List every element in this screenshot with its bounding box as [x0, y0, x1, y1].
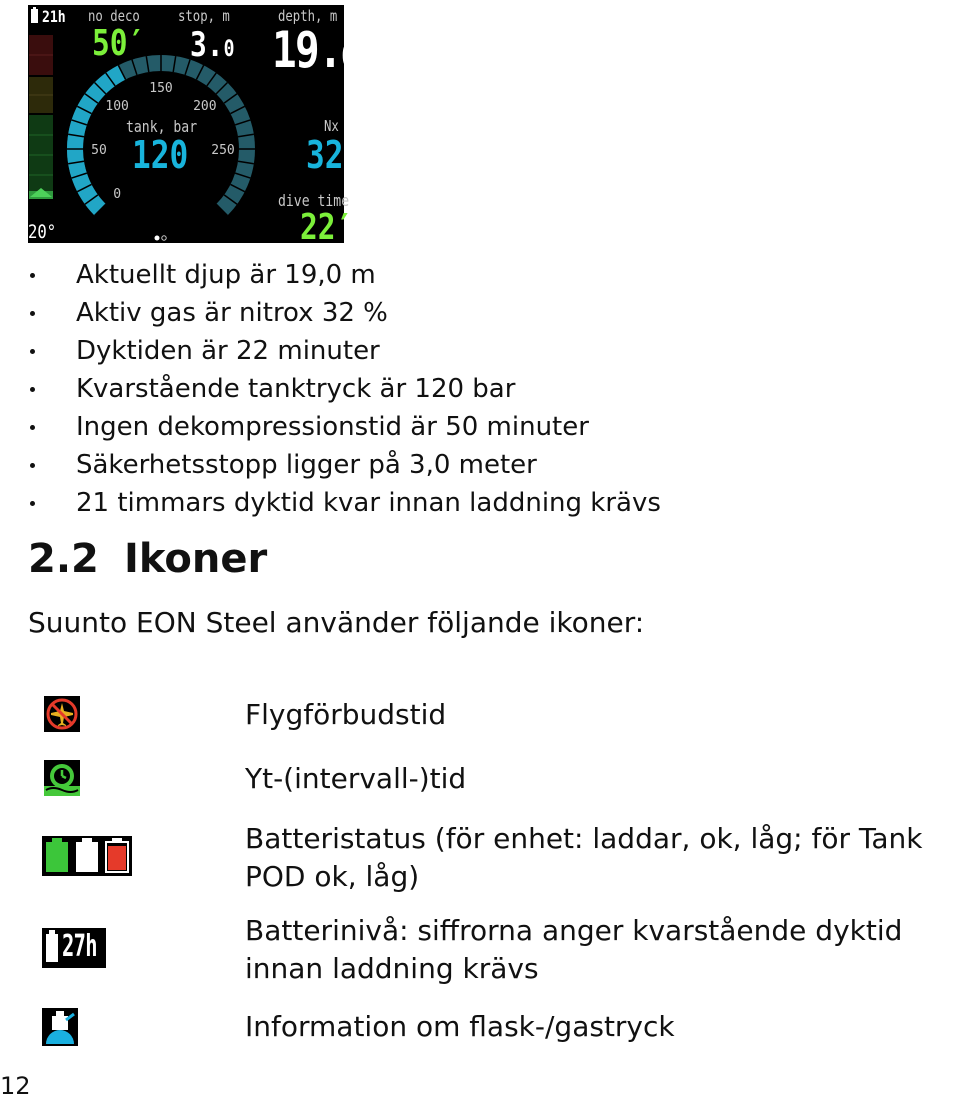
list-item: Kvarstående tanktryck är 120 bar [0, 370, 661, 408]
section-title: Ikoner [124, 536, 268, 582]
battery-level-icon [42, 928, 106, 968]
icon-description: Yt-(intervall-)tid [245, 762, 467, 795]
depth-label: depth, m [278, 7, 338, 25]
facts-list [0, 256, 661, 522]
list-item: Aktiv gas är nitrox 32 % [0, 294, 661, 332]
gauge-tick-label: 150 [149, 81, 173, 96]
dive-display [28, 5, 356, 248]
icon-description: Flygförbudstid [245, 698, 447, 731]
page-dot-active [155, 236, 160, 241]
gauge-tick-label: 200 [193, 99, 217, 115]
icon-description: Batterinivå: siffrorna anger kvarstående dyktid innan laddning krävs [245, 914, 903, 985]
page-dot [162, 236, 166, 240]
icon-description: Batteristatus (för enhet: laddar, ok, låg; för Tank POD ok, låg) [245, 822, 923, 893]
list-item: Säkerhetsstopp ligger på 3,0 meter [0, 446, 661, 484]
battery-small-icon [31, 9, 38, 23]
gauge-tick-label: 50 [91, 143, 107, 158]
stop-value: 3.0 [190, 25, 235, 65]
gauge-tick-label: 100 [105, 99, 129, 115]
list-item: Aktuellt djup är 19,0 m [0, 256, 661, 294]
no-deco-value: 50′ [92, 23, 146, 64]
no-fly-icon [44, 696, 80, 732]
temperature: 20° [28, 221, 57, 243]
dive-time-value: 22′ [300, 207, 354, 248]
tank-pressure-icon [42, 1008, 78, 1046]
tank-label: tank, bar [126, 117, 198, 136]
list-item: Dyktiden är 22 minuter [0, 332, 661, 370]
no-deco-label: no deco [88, 7, 140, 25]
battery-level-label: 27h [62, 929, 97, 964]
list-item: Ingen dekompressionstid är 50 minuter [0, 408, 661, 446]
icon-description: Information om flask-/gastryck [245, 1010, 675, 1043]
tank-value: 120 [132, 133, 189, 177]
battery-hours: 21h [42, 7, 66, 26]
dive-time-label: dive time [278, 191, 350, 210]
gas-label: Nx [324, 117, 339, 135]
depth-value: 19.0 [272, 21, 356, 79]
stop-label: stop, m [178, 7, 230, 25]
section-number: 2.2 [28, 536, 99, 582]
gauge-tick-label: 0 [113, 186, 122, 202]
surface-time-icon [44, 760, 80, 796]
section-heading [28, 536, 267, 582]
depth-bar [29, 35, 53, 199]
gas-value: 32 [306, 133, 344, 177]
gauge-tick-label: 250 [211, 143, 235, 158]
list-item: 21 timmars dyktid kvar innan laddning krävs [0, 484, 661, 522]
intro-text: Suunto EON Steel använder följande ikoner: [28, 606, 645, 639]
page-number: 12 [0, 1072, 31, 1100]
battery-status-icon [42, 836, 132, 876]
